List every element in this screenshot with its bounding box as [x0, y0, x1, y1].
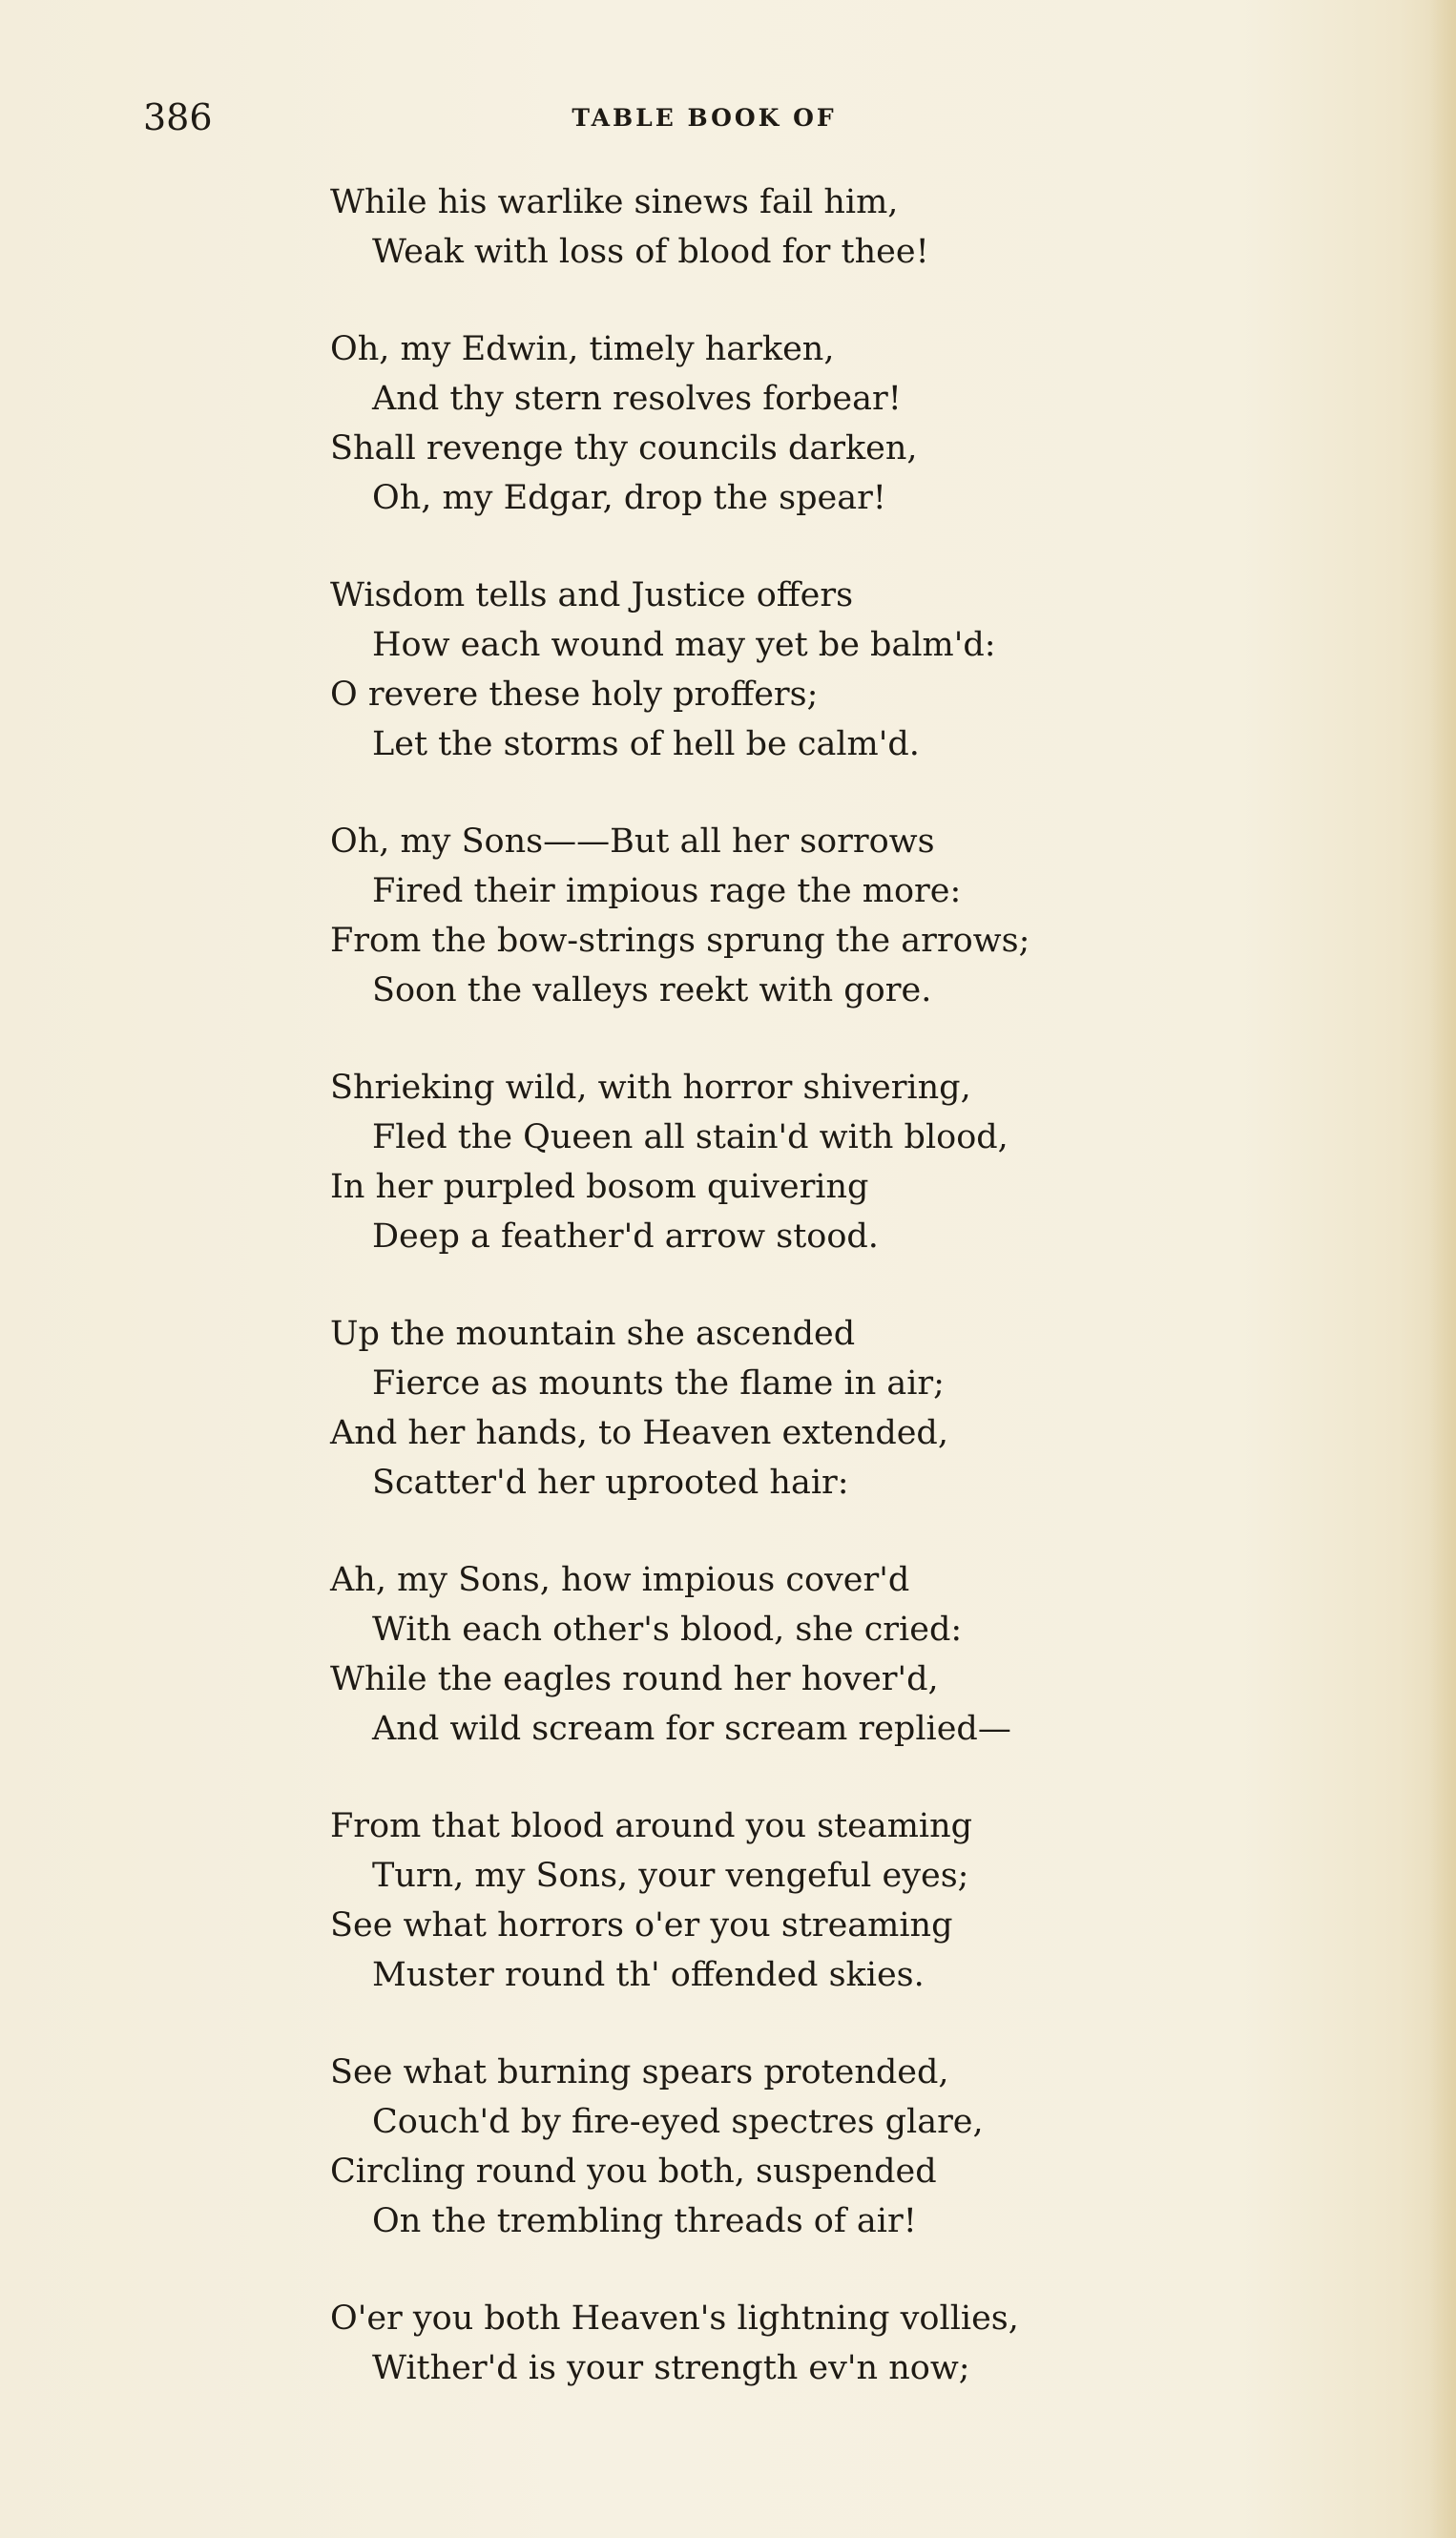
verse-line: Ah, my Sons, how impious cover'd	[330, 1561, 910, 1599]
verse-line: Wither'd is your strength ev'n now;	[372, 2349, 970, 2387]
stanza	[330, 817, 1303, 1015]
verse-line: On the trembling threads of air!	[372, 2202, 917, 2240]
stanza	[330, 571, 1303, 769]
verse-line: Muster round th' offended skies.	[372, 1956, 925, 1994]
verse-line: Scatter'd her uprooted hair:	[372, 1464, 849, 1502]
verse-line: See what burning spears protended,	[330, 2053, 949, 2091]
page-number: 386	[143, 96, 213, 138]
stanza	[330, 324, 1303, 523]
verse-line: Fired their impious rage the more:	[372, 872, 962, 910]
verse-line: See what horrors o'er you streaming	[330, 1906, 953, 1945]
verse-line: O revere these holy proffers;	[330, 676, 819, 714]
verse-line: While his warlike sinews fail him,	[330, 183, 899, 221]
verse-line: Deep a feather'd arrow stood.	[372, 1217, 879, 1256]
verse-line: And wild scream for scream replied—	[372, 1710, 1011, 1748]
verse-line: Circling round you both, suspended	[330, 2153, 937, 2191]
verse-line: Wisdom tells and Justice offers	[330, 576, 854, 614]
stanza	[330, 1555, 1303, 1754]
verse-line: And thy stern resolves forbear!	[372, 380, 902, 418]
verse-line: In her purpled bosom quivering	[330, 1168, 869, 1206]
verse-line: Turn, my Sons, your vengeful eyes;	[372, 1857, 969, 1895]
verse-line: Fierce as mounts the flame in air;	[372, 1364, 945, 1403]
verse-line: Oh, my Sons——But all her sorrows	[330, 822, 935, 861]
verse-line: Let the storms of hell be calm'd.	[372, 725, 920, 763]
verse-line: With each other's blood, she cried:	[372, 1611, 963, 1649]
stanza	[330, 177, 1303, 277]
page-header	[143, 94, 1265, 141]
verse-line: From that blood around you steaming	[330, 1807, 973, 1845]
verse-line: Soon the valleys reekt with gore.	[372, 971, 932, 1009]
verse-line: Up the mountain she ascended	[330, 1315, 856, 1353]
stanza	[330, 1309, 1303, 1508]
verse-line: Fled the Queen all stain'd with blood,	[372, 1118, 1009, 1156]
verse-line: Weak with loss of blood for thee!	[372, 233, 929, 271]
verse-line: How each wound may yet be balm'd:	[372, 626, 996, 664]
page-edge-shadow	[1429, 0, 1456, 2538]
running-head: TABLE BOOK OF	[572, 104, 837, 132]
verse-line: Oh, my Edgar, drop the spear!	[372, 479, 886, 517]
verse-line: Shall revenge thy councils darken,	[330, 429, 918, 468]
verse-line: Couch'd by fire-eyed spectres glare,	[372, 2103, 984, 2141]
verse-line: While the eagles round her hover'd,	[330, 1660, 939, 1698]
poem-body	[330, 177, 1303, 2441]
verse-line: From the bow-strings sprung the arrows;	[330, 922, 1030, 960]
stanza	[330, 1801, 1303, 2000]
verse-line: Oh, my Edwin, timely harken,	[330, 330, 835, 368]
stanza	[330, 2294, 1303, 2393]
stanza	[330, 1063, 1303, 1261]
verse-line: O'er you both Heaven's lightning vollies,	[330, 2299, 1019, 2338]
verse-line: Shrieking wild, with horror shivering,	[330, 1069, 971, 1107]
verse-line: And her hands, to Heaven extended,	[330, 1414, 948, 1452]
stanza	[330, 2048, 1303, 2246]
